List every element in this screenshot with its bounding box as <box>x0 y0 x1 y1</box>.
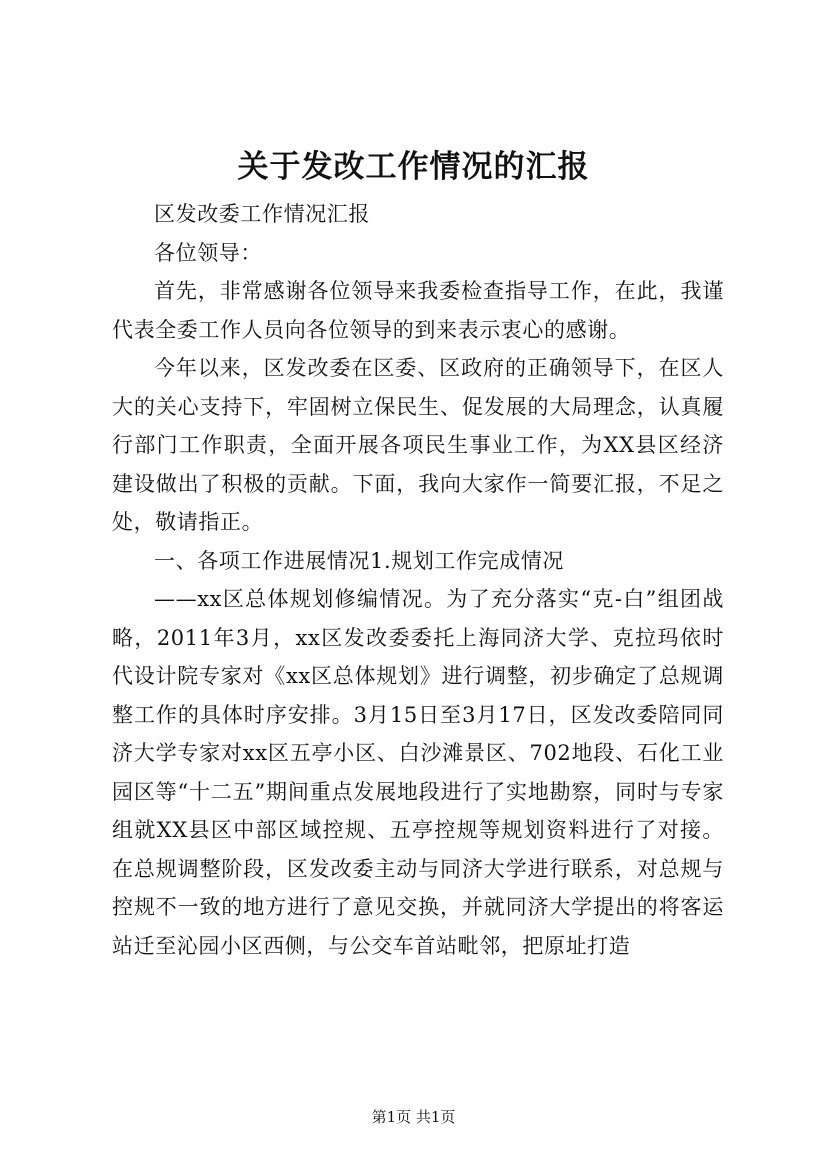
paragraph-salutation: 各位领导： <box>154 240 262 265</box>
paragraph-section-heading: 一、各项工作进展情况1.规划工作完成情况 <box>154 548 565 573</box>
paragraph-opening: 首先，非常感谢各位领导来我委检查指导工作，在此，我谨代表全委工作人员向各位领导的到来表示衷心的感谢。 <box>112 279 724 342</box>
paragraph-planning: ——xx区总体规划修编情况。为了充分落实“克-白”组团战略，2011年3月，xx区发改委委托上海同济大学、克拉玛依时代设计院专家对《xx区总体规划》进行调整，初步确定了总规调整工作的具体时序安排。3月15日至3月17日，区发改委陪同同济大学专家对xx区五亭小区、白沙滩景区、702地段、石化工业园区等“十二五”期间重点发展地段进行了实地勘察，同时与专家组就XX县区中部区域控规、五亭控规等规划资料进行了对接。在总规调整阶段，区发改委主动与同济大学进行联系，对总规与控规不一致的地方进行了意见交换，并就同济大学提出的将客运站迁至沁园小区西侧，与公交车首站毗邻，把原址打造 <box>112 587 724 958</box>
page-footer: 第1页 共1页 <box>371 1108 456 1126</box>
paragraph-overview: 今年以来，区发改委在区委、区政府的正确领导下，在区人大的关心支持下，牢固树立保民生、促发展的大局理念，认真履行部门工作职责，全面开展各项民生事业工作，为XX县区经济建设做出了积极的贡献。下面，我向大家作一简要汇报，不足之处，敬请指正。 <box>112 356 724 534</box>
paragraph-heading: 区发改委工作情况汇报 <box>154 202 370 226</box>
document-body <box>112 195 724 965</box>
document-title: 关于发改工作情况的汇报 <box>237 149 590 185</box>
